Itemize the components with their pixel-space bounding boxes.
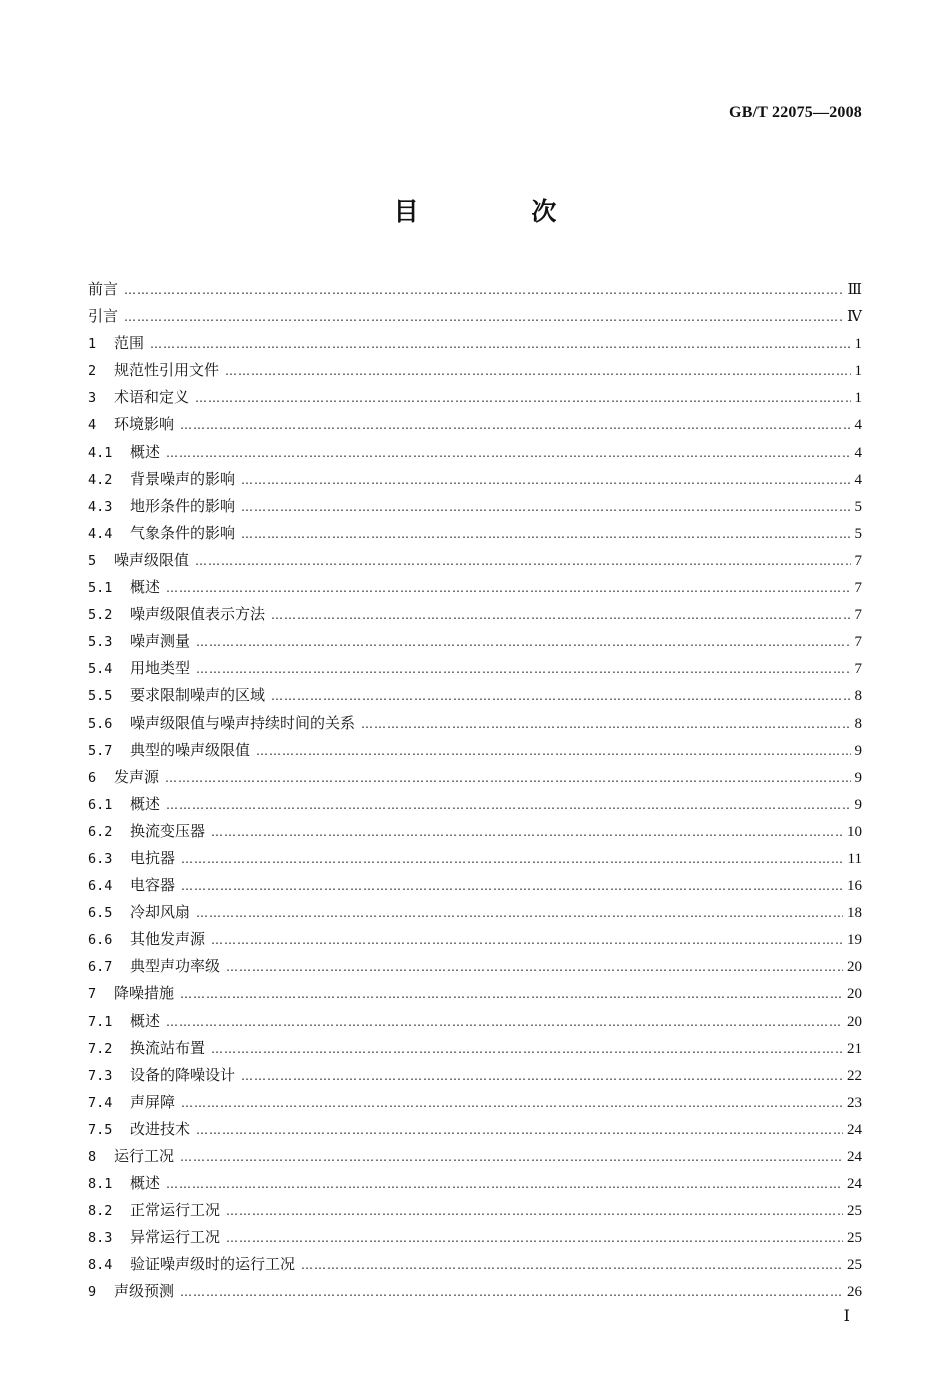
toc-entry-page: 8 xyxy=(854,715,862,732)
toc-entry[interactable] xyxy=(88,712,862,739)
toc-entry-page: 7 xyxy=(854,634,862,651)
toc-dot-leader xyxy=(196,906,843,920)
toc-entry-number: 5.1 xyxy=(88,580,113,597)
toc-entry[interactable] xyxy=(88,603,862,630)
toc-dot-leader xyxy=(181,852,844,866)
toc-entry-number: 4.4 xyxy=(88,525,113,542)
toc-entry-title: 换流变压器 xyxy=(130,821,206,840)
toc-entry-title: 气象条件的影响 xyxy=(130,523,236,542)
toc-entry-title: 噪声级限值 xyxy=(114,550,190,569)
toc-entry-number: 4.2 xyxy=(88,471,113,488)
toc-dot-leader xyxy=(180,418,850,432)
toc-entry-page: 1 xyxy=(854,336,862,353)
toc-entry-title: 设备的降噪设计 xyxy=(130,1065,236,1084)
toc-entry-number: 6.2 xyxy=(88,823,113,840)
toc-entry-number: 1 xyxy=(88,336,97,353)
toc-entry-page: 9 xyxy=(854,769,862,786)
toc-entry-number: 5.5 xyxy=(88,688,113,705)
toc-entry-title: 概述 xyxy=(130,578,161,597)
toc-dot-leader xyxy=(180,987,843,1001)
toc-entry-page: 9 xyxy=(854,796,862,813)
toc-entry[interactable] xyxy=(88,847,862,874)
toc-dot-leader xyxy=(241,473,850,487)
toc-dot-leader xyxy=(256,744,850,758)
toc-entry-page: 4 xyxy=(854,471,862,488)
toc-entry-page: 20 xyxy=(847,959,862,976)
toc-entry-number: 6.4 xyxy=(88,878,113,895)
toc-entry[interactable] xyxy=(88,332,862,359)
toc-entry-page: 10 xyxy=(847,823,862,840)
toc-dot-leader xyxy=(166,1015,843,1029)
toc-entry[interactable] xyxy=(88,441,862,468)
toc-dot-leader xyxy=(166,446,850,460)
toc-entry-title: 术语和定义 xyxy=(114,388,190,407)
page-title: 目 次 xyxy=(393,197,609,226)
toc-entry-page: 7 xyxy=(854,661,862,678)
toc-entry[interactable] xyxy=(88,739,862,766)
toc-entry-page: 9 xyxy=(854,742,862,759)
toc-entry-page: 5 xyxy=(854,498,862,515)
toc-entry-title: 噪声级限值表示方法 xyxy=(130,605,266,624)
toc-entry[interactable] xyxy=(88,278,862,305)
toc-entry-number: 6.7 xyxy=(88,959,113,976)
toc-entry-title: 典型的噪声级限值 xyxy=(130,740,251,759)
toc-entry-page: 25 xyxy=(847,1257,862,1274)
toc-entry-title: 冷却风扇 xyxy=(130,903,191,922)
toc-dot-leader xyxy=(226,1231,843,1245)
toc-entry-page: 26 xyxy=(847,1284,862,1301)
toc-entry-page: 7 xyxy=(854,607,862,624)
toc-entry[interactable] xyxy=(88,576,862,603)
toc-entry-number: 5.2 xyxy=(88,607,113,624)
toc-entry[interactable] xyxy=(88,359,862,386)
toc-dot-leader xyxy=(196,662,850,676)
toc-entry-number: 8 xyxy=(88,1149,97,1165)
toc-entry-page: 18 xyxy=(847,905,862,922)
toc-dot-leader xyxy=(241,1069,843,1083)
toc-entry[interactable] xyxy=(88,386,862,413)
toc-entry-page: 1 xyxy=(854,390,862,407)
toc-entry-number: 4 xyxy=(88,417,97,434)
toc-entry-number: 6.3 xyxy=(88,850,113,867)
toc-entry-number: 7.3 xyxy=(88,1067,113,1084)
toc-dot-leader xyxy=(271,689,850,703)
toc-entry-number: 5.4 xyxy=(88,661,113,678)
toc-entry-number: 6.1 xyxy=(88,796,113,813)
toc-dot-leader xyxy=(211,1042,843,1056)
toc-entry[interactable] xyxy=(88,1037,862,1064)
toc-entry[interactable] xyxy=(88,928,862,955)
toc-entry[interactable] xyxy=(88,305,862,332)
toc-entry[interactable] xyxy=(88,684,862,711)
toc-dot-leader xyxy=(166,1177,843,1191)
toc-dot-leader xyxy=(195,554,850,568)
toc-entry-title: 声屏障 xyxy=(130,1092,176,1111)
toc-entry[interactable] xyxy=(88,982,862,1009)
toc-entry-title: 背景噪声的影响 xyxy=(130,469,236,488)
toc-entry-number: 3 xyxy=(88,390,97,407)
toc-entry-number: 6.6 xyxy=(88,932,113,949)
toc-dot-leader xyxy=(196,1123,843,1137)
toc-entry[interactable] xyxy=(88,1172,862,1199)
toc-entry-title: 改进技术 xyxy=(130,1119,191,1138)
toc-entry[interactable] xyxy=(88,1010,862,1037)
toc-entry-page: 7 xyxy=(854,580,862,597)
toc-entry-title: 正常运行工况 xyxy=(130,1201,221,1220)
toc-entry[interactable] xyxy=(88,468,862,495)
toc-entry-number: 4.1 xyxy=(88,444,113,461)
toc-entry-title: 概述 xyxy=(130,794,161,813)
toc-dot-leader xyxy=(226,1204,843,1218)
toc-entry[interactable] xyxy=(88,522,862,549)
toc-entry-title: 地形条件的影响 xyxy=(130,496,236,515)
toc-entry-number: 5 xyxy=(88,552,97,569)
toc-entry-title: 引言 xyxy=(88,307,119,326)
toc-entry-number: 7.5 xyxy=(88,1121,113,1138)
toc-entry[interactable] xyxy=(88,630,862,657)
toc-entry-title: 用地类型 xyxy=(130,659,191,678)
toc-entry-title: 噪声测量 xyxy=(130,632,191,651)
toc-dot-leader xyxy=(181,879,843,893)
toc-entry-title: 典型声功率级 xyxy=(130,957,221,976)
toc-dot-leader xyxy=(196,635,850,649)
toc-entry-title: 声级预测 xyxy=(114,1282,175,1301)
toc-entry-page: 5 xyxy=(854,525,862,542)
toc-entry[interactable] xyxy=(88,901,862,928)
toc-entry[interactable] xyxy=(88,1226,862,1253)
toc-dot-leader xyxy=(271,608,850,622)
toc-dot-leader xyxy=(181,1096,843,1110)
toc-entry-title: 要求限制噪声的区域 xyxy=(130,686,266,705)
toc-entry[interactable] xyxy=(88,549,862,576)
toc-entry-page: Ⅳ xyxy=(847,309,862,326)
toc-dot-leader xyxy=(225,364,850,378)
toc-entry-number: 5.7 xyxy=(88,742,113,759)
toc-entry-title: 环境影响 xyxy=(114,415,175,434)
toc-entry[interactable] xyxy=(88,874,862,901)
toc-entry-page: 4 xyxy=(854,444,862,461)
toc-entry-page: 25 xyxy=(847,1203,862,1220)
toc-entry[interactable] xyxy=(88,1253,862,1280)
toc-entry-title: 范围 xyxy=(114,334,145,353)
toc-entry-number: 9 xyxy=(88,1284,97,1301)
toc-dot-leader xyxy=(241,500,850,514)
toc-entry-page: 23 xyxy=(847,1094,862,1111)
toc-entry-number: 8.2 xyxy=(88,1203,113,1220)
page-number: Ⅰ xyxy=(843,1308,850,1325)
toc-entry-page: 22 xyxy=(847,1067,862,1084)
toc-entry-page: 20 xyxy=(847,986,862,1003)
toc-entry[interactable] xyxy=(88,657,862,684)
toc-dot-leader xyxy=(124,283,844,297)
toc-entry-number: 8.4 xyxy=(88,1257,113,1274)
toc-dot-leader xyxy=(166,581,850,595)
toc-entry-number: 8.3 xyxy=(88,1230,113,1247)
toc-entry-number: 5.3 xyxy=(88,634,113,651)
toc-dot-leader xyxy=(166,798,850,812)
toc-dot-leader xyxy=(241,527,850,541)
toc-entry[interactable] xyxy=(88,1199,862,1226)
toc-entry-title: 运行工况 xyxy=(114,1147,175,1165)
toc-entry[interactable] xyxy=(88,1091,862,1118)
toc-dot-leader xyxy=(150,337,850,351)
toc-entry-page: Ⅲ xyxy=(847,282,862,298)
toc-entry[interactable] xyxy=(88,1064,862,1091)
toc-entry-title: 电容器 xyxy=(130,876,176,895)
toc-entry[interactable] xyxy=(88,495,862,522)
toc-entry-title: 前言 xyxy=(88,280,119,298)
toc-dot-leader xyxy=(195,391,850,405)
toc-dot-leader xyxy=(180,1285,843,1299)
toc-entry[interactable] xyxy=(88,1118,862,1145)
toc-dot-leader xyxy=(180,1150,843,1164)
toc-entry-title: 概述 xyxy=(130,1011,161,1030)
toc-entry-title: 发声源 xyxy=(114,767,160,786)
toc-entry-page: 11 xyxy=(847,850,862,867)
toc-entry[interactable] xyxy=(88,766,862,793)
toc-entry-page: 20 xyxy=(847,1013,862,1030)
toc-entry-number: 5.6 xyxy=(88,715,113,732)
toc-entry-number: 7.4 xyxy=(88,1094,113,1111)
toc-entry-page: 24 xyxy=(847,1176,862,1193)
toc-entry-title: 异常运行工况 xyxy=(130,1228,221,1247)
toc-entry[interactable] xyxy=(88,793,862,820)
toc-entry-number: 8.1 xyxy=(88,1176,113,1193)
toc-dot-leader xyxy=(211,933,843,947)
toc-entry-number: 6.5 xyxy=(88,905,113,922)
toc-dot-leader xyxy=(361,717,850,731)
toc-entry-page: 19 xyxy=(847,932,862,949)
toc-entry-number: 7 xyxy=(88,986,97,1003)
toc-dot-leader xyxy=(226,960,843,974)
toc-entry-number: 2 xyxy=(88,363,97,380)
toc-dot-leader xyxy=(301,1258,843,1272)
toc-entry-page: 24 xyxy=(847,1121,862,1138)
toc-entry[interactable] xyxy=(88,413,862,440)
toc-entry-title: 概述 xyxy=(130,442,161,461)
standard-code: GB/T 22075—2008 xyxy=(729,104,862,121)
toc-entry-page: 21 xyxy=(847,1040,862,1057)
toc-dot-leader xyxy=(165,771,850,785)
toc-entry-number: 4.3 xyxy=(88,498,113,515)
toc-entry[interactable] xyxy=(88,1145,862,1172)
toc-entry-number: 7.1 xyxy=(88,1013,113,1030)
toc-entry-page: 24 xyxy=(847,1149,862,1165)
toc-dot-leader xyxy=(211,825,843,839)
toc-entry-title: 规范性引用文件 xyxy=(114,361,220,380)
toc-entry-title: 换流站布置 xyxy=(130,1038,206,1057)
toc-entry-page: 1 xyxy=(854,363,862,380)
toc-dot-leader xyxy=(124,310,843,324)
toc-entry-title: 验证噪声级时的运行工况 xyxy=(130,1255,296,1274)
toc-entry-title: 概述 xyxy=(130,1174,161,1193)
toc-entry-title: 电抗器 xyxy=(130,848,176,867)
table-of-contents xyxy=(88,278,862,1308)
toc-entry-number: 7.2 xyxy=(88,1040,113,1057)
toc-entry-page: 16 xyxy=(847,878,862,895)
toc-entry[interactable] xyxy=(88,1280,862,1307)
toc-entry-title: 降噪措施 xyxy=(114,984,175,1003)
toc-entry-title: 其他发声源 xyxy=(130,930,206,949)
toc-entry[interactable] xyxy=(88,955,862,982)
toc-entry-page: 4 xyxy=(854,417,862,434)
toc-entry[interactable] xyxy=(88,820,862,847)
toc-entry-page: 25 xyxy=(847,1230,862,1247)
toc-entry-number: 6 xyxy=(88,769,97,786)
toc-entry-title: 噪声级限值与噪声持续时间的关系 xyxy=(130,713,356,732)
toc-entry-page: 7 xyxy=(854,552,862,569)
toc-entry-page: 8 xyxy=(854,688,862,705)
